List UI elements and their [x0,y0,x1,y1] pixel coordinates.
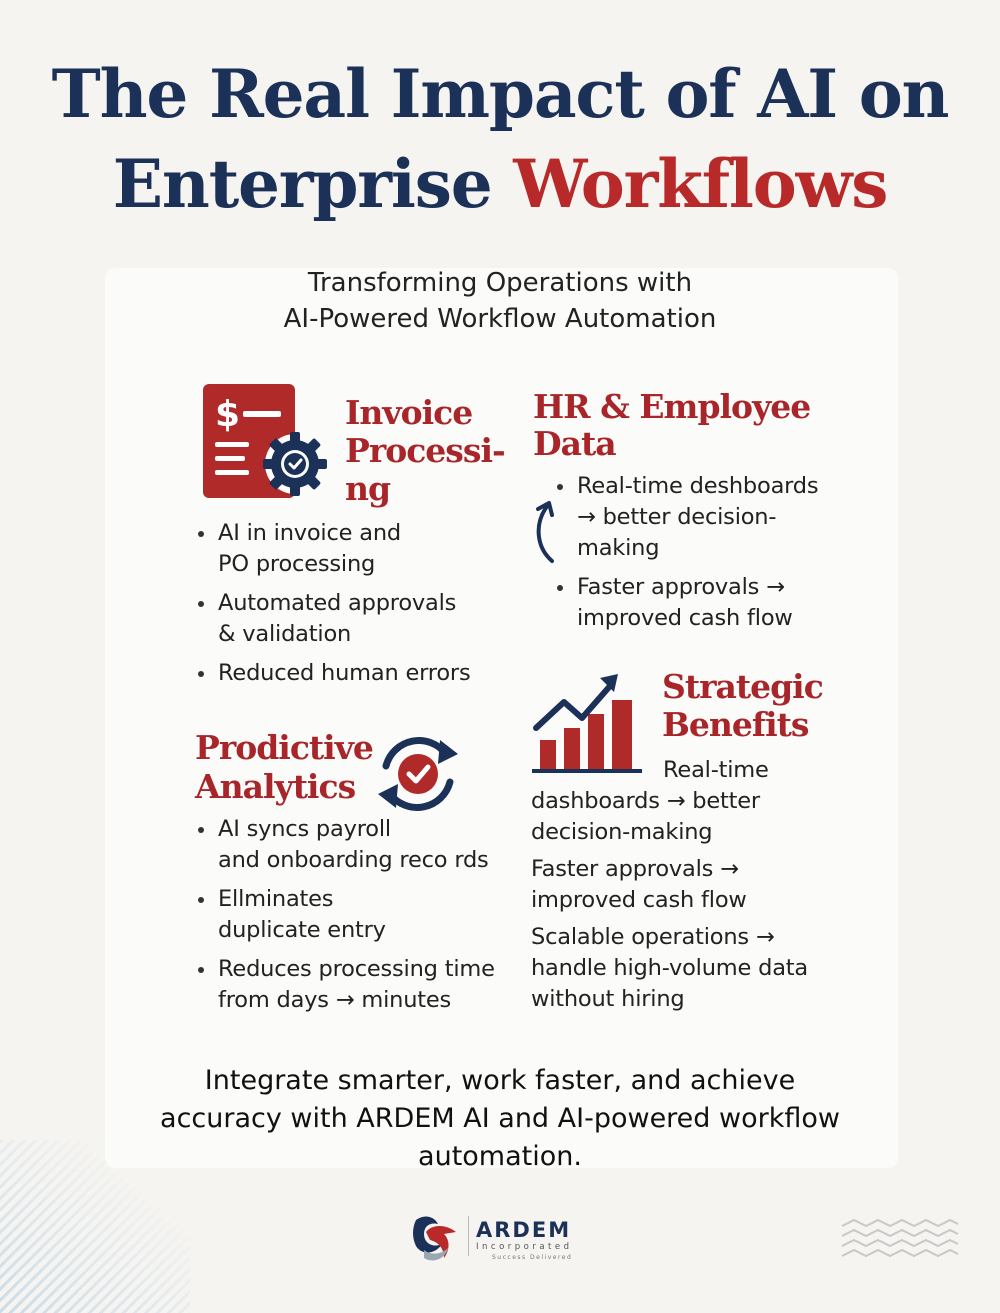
subtitle-line-1: Transforming Operations with [307,268,693,298]
list-item: Reduced human errors [196,658,496,689]
strategic-paragraph [531,755,851,848]
title-word-workflows: Workflows [513,145,888,223]
zigzag-decoration [840,1218,960,1264]
svg-text:$: $ [215,394,241,435]
hr-section-title [533,388,810,462]
strategic-benefits-text [531,755,851,1021]
sync-check-icon [368,724,468,824]
footer-line-3: automation. [418,1141,582,1172]
invoice-gear-icon [203,384,329,502]
footer-call-to-action [140,1062,860,1176]
hr-title-line-1: HR & Employee [533,387,811,426]
logo-wordmark: ARDEM [476,1218,572,1242]
page-title-line-1: The Real Impact of AI on [51,55,949,133]
strategic-first-rest: dashboards → better decision-making [531,788,760,845]
ardem-logo-mark-icon [410,1210,462,1264]
footer-line-1: Integrate smarter, work faster, and achieve [204,1065,796,1096]
hr-title-line-2: Data [533,424,616,463]
logo-subtitle: Incorporated [476,1242,573,1252]
strategic-paragraph: Scalable operations → handle high-volume data without hiring [531,924,808,1012]
predictive-title-line-2: Analytics [195,767,356,806]
invoice-title-line-1: Invoice [345,393,473,432]
list-item: AI in invoice and PO processing [196,518,496,580]
invoice-title-line-3: ng [345,469,391,508]
ardem-logo [410,1210,610,1266]
invoice-section-title [345,394,505,508]
list-item: Automated approvals & validation [196,588,496,650]
strategic-section-title [662,668,823,744]
logo-divider [468,1216,469,1256]
list-item: Reduces processing time from days → minutes [196,954,516,1016]
list-item: AI syncs payroll and onboarding reco rds [196,814,516,876]
invoice-title-line-2: Processi- [345,431,505,470]
strategic-first-line: Real-time [663,757,769,783]
strategic-paragraph: Faster approvals → improved cash flow [531,856,747,913]
subtitle-line-2: AI-Powered Workflow Automation [283,304,717,334]
subtitle [200,265,800,337]
page-title-line-2 [0,145,1000,223]
predictive-title-line-1: Prodictive [195,728,373,767]
logo-tagline: Success Delivered [492,1254,573,1261]
predictive-section-title [195,728,373,806]
strategic-title-line-1: Strategic [662,667,823,706]
hr-bullet-list [555,471,855,642]
list-item: Faster approvals → improved cash flow [555,572,855,634]
list-item: Real-time deshboards → better decision- making [555,471,855,564]
strategic-title-line-2: Benefits [662,705,809,744]
list-item: Ellminates duplicate entry [196,884,516,946]
title-word-enterprise: Enterprise [112,145,492,223]
invoice-bullet-list [196,518,496,697]
footer-line-2: accuracy with ARDEM AI and AI-powered workflow [160,1103,840,1134]
predictive-bullet-list [196,814,516,1024]
